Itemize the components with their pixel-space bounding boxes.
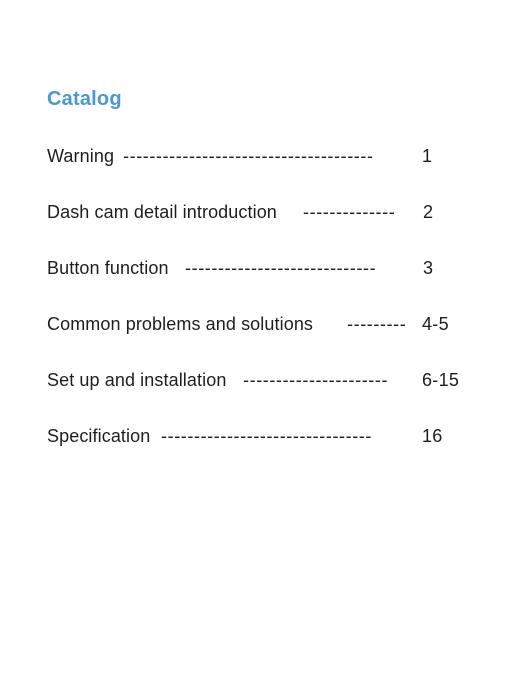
toc-page-number: 1: [422, 146, 433, 166]
catalog-heading: Catalog: [47, 88, 122, 110]
toc-entry-label: Set up and installation: [47, 370, 227, 390]
toc-dot-leader: --------------------------------: [161, 426, 373, 446]
toc-entry-warning[interactable]: [47, 144, 447, 168]
toc-dot-leader: -----------------------------: [185, 258, 377, 278]
toc-page-number: 6-15: [422, 370, 460, 390]
toc-entry-label: Button function: [47, 258, 169, 278]
toc-entry-dash-cam-detail[interactable]: [47, 200, 447, 224]
toc-page-number: 16: [422, 426, 443, 446]
toc-page-number: 2: [423, 202, 434, 222]
toc-entry-label: Warning: [47, 146, 115, 166]
toc-dot-leader: ---------: [347, 314, 407, 334]
toc-entry-label: Dash cam detail introduction: [47, 202, 277, 222]
toc-dot-leader: --------------: [303, 202, 396, 222]
toc-entry-label: Common problems and solutions: [47, 314, 314, 334]
toc-dot-leader: --------------------------------------: [123, 146, 374, 166]
toc-entry-setup-installation[interactable]: [47, 368, 467, 392]
toc-dot-leader: ----------------------: [243, 370, 389, 390]
toc-entry-label: Specification: [47, 426, 151, 446]
toc-entry-button-function[interactable]: [47, 256, 447, 280]
toc-page-number: 3: [423, 258, 434, 278]
toc-entry-specification[interactable]: [47, 424, 467, 448]
toc-entry-common-problems[interactable]: [47, 312, 467, 336]
toc-page-number: 4-5: [422, 314, 449, 334]
